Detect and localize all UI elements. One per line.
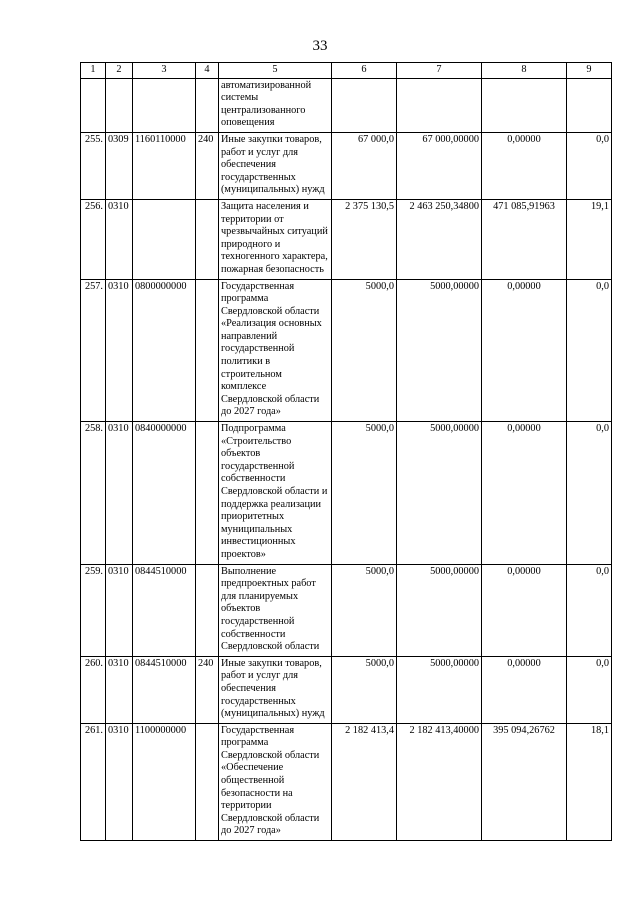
section-code: 0310 (106, 422, 133, 565)
column-header: 6 (332, 63, 397, 79)
page-number: 33 (312, 38, 328, 54)
column-header: 3 (133, 63, 196, 79)
section-code: 0310 (106, 199, 133, 279)
executed-value: 0,00000 (482, 564, 567, 656)
item-name: Выполнение предпроектных работ для планируемых объектов государственной собственности Свердловской области (219, 564, 332, 656)
table-row (81, 656, 612, 723)
target-code: 1160110000 (133, 132, 196, 199)
percent-value: 0,0 (567, 422, 612, 565)
approved-value: 5000,00000 (397, 564, 482, 656)
table-row (81, 199, 612, 279)
plan-value: 2 182 413,4 (332, 723, 397, 840)
executed-value: 471 085,91963 (482, 199, 567, 279)
item-name: Иные закупки товаров, работ и услуг для обеспечения государственных (муниципальных) нужд (219, 656, 332, 723)
approved-value: 2 182 413,40000 (397, 723, 482, 840)
table-row (81, 279, 612, 422)
executed-value: 0,00000 (482, 132, 567, 199)
column-header: 7 (397, 63, 482, 79)
table-row (81, 132, 612, 199)
table-row (81, 78, 612, 132)
percent-value: 19,1 (567, 199, 612, 279)
executed-value: 395 094,26762 (482, 723, 567, 840)
row-number: 261. (81, 723, 106, 840)
approved-value: 5000,00000 (397, 279, 482, 422)
section-code: 0310 (106, 723, 133, 840)
column-header: 2 (106, 63, 133, 79)
expense-type: 240 (196, 132, 219, 199)
table-row (81, 422, 612, 565)
target-code: 0840000000 (133, 422, 196, 565)
expense-type (196, 78, 219, 132)
budget-table (80, 62, 612, 841)
executed-value: 0,00000 (482, 656, 567, 723)
approved-value: 67 000,00000 (397, 132, 482, 199)
row-number: 257. (81, 279, 106, 422)
executed-value: 0,00000 (482, 422, 567, 565)
section-code: 0310 (106, 279, 133, 422)
item-name: Защита населения и территории от чрезвычайных ситуаций природного и техногенного характера, пожарная безопасность (219, 199, 332, 279)
item-name: Государственная программа Свердловской области «Реализация основных направлений государственной политики в строительном комплексе Свердловской области до 2027 года» (219, 279, 332, 422)
column-header: 1 (81, 63, 106, 79)
column-header: 5 (219, 63, 332, 79)
item-name: Подпрограмма «Строительство объектов государственной собственности Свердловской области и поддержка реализации приоритетных муниципальных инвестиционных проектов» (219, 422, 332, 565)
section-code: 0310 (106, 656, 133, 723)
table-row (81, 564, 612, 656)
plan-value: 5000,0 (332, 656, 397, 723)
row-number (81, 78, 106, 132)
section-code: 0310 (106, 564, 133, 656)
item-name: Иные закупки товаров, работ и услуг для обеспечения государственных (муниципальных) нужд (219, 132, 332, 199)
target-code (133, 78, 196, 132)
plan-value (332, 78, 397, 132)
executed-value: 0,00000 (482, 279, 567, 422)
plan-value: 5000,0 (332, 564, 397, 656)
target-code (133, 199, 196, 279)
row-number: 256. (81, 199, 106, 279)
executed-value (482, 78, 567, 132)
table-header-row (81, 63, 612, 79)
row-number: 259. (81, 564, 106, 656)
item-name: Государственная программа Свердловской области «Обеспечение общественной безопасности на территории Свердловской области до 2027 года» (219, 723, 332, 840)
target-code: 1100000000 (133, 723, 196, 840)
percent-value: 0,0 (567, 656, 612, 723)
plan-value: 67 000,0 (332, 132, 397, 199)
expense-type (196, 422, 219, 565)
expense-type (196, 723, 219, 840)
target-code: 0844510000 (133, 656, 196, 723)
row-number: 258. (81, 422, 106, 565)
approved-value: 5000,00000 (397, 656, 482, 723)
percent-value (567, 78, 612, 132)
expense-type (196, 199, 219, 279)
expense-type (196, 564, 219, 656)
plan-value: 2 375 130,5 (332, 199, 397, 279)
row-number: 260. (81, 656, 106, 723)
column-header: 9 (567, 63, 612, 79)
column-header: 4 (196, 63, 219, 79)
section-code: 0309 (106, 132, 133, 199)
percent-value: 0,0 (567, 564, 612, 656)
item-name: автоматизированной системы централизованного оповещения (219, 78, 332, 132)
expense-type (196, 279, 219, 422)
percent-value: 18,1 (567, 723, 612, 840)
section-code (106, 78, 133, 132)
table-row (81, 723, 612, 840)
percent-value: 0,0 (567, 132, 612, 199)
approved-value: 5000,00000 (397, 422, 482, 565)
plan-value: 5000,0 (332, 422, 397, 565)
percent-value: 0,0 (567, 279, 612, 422)
target-code: 0844510000 (133, 564, 196, 656)
row-number: 255. (81, 132, 106, 199)
column-header: 8 (482, 63, 567, 79)
target-code: 0800000000 (133, 279, 196, 422)
expense-type: 240 (196, 656, 219, 723)
approved-value: 2 463 250,34800 (397, 199, 482, 279)
plan-value: 5000,0 (332, 279, 397, 422)
approved-value (397, 78, 482, 132)
